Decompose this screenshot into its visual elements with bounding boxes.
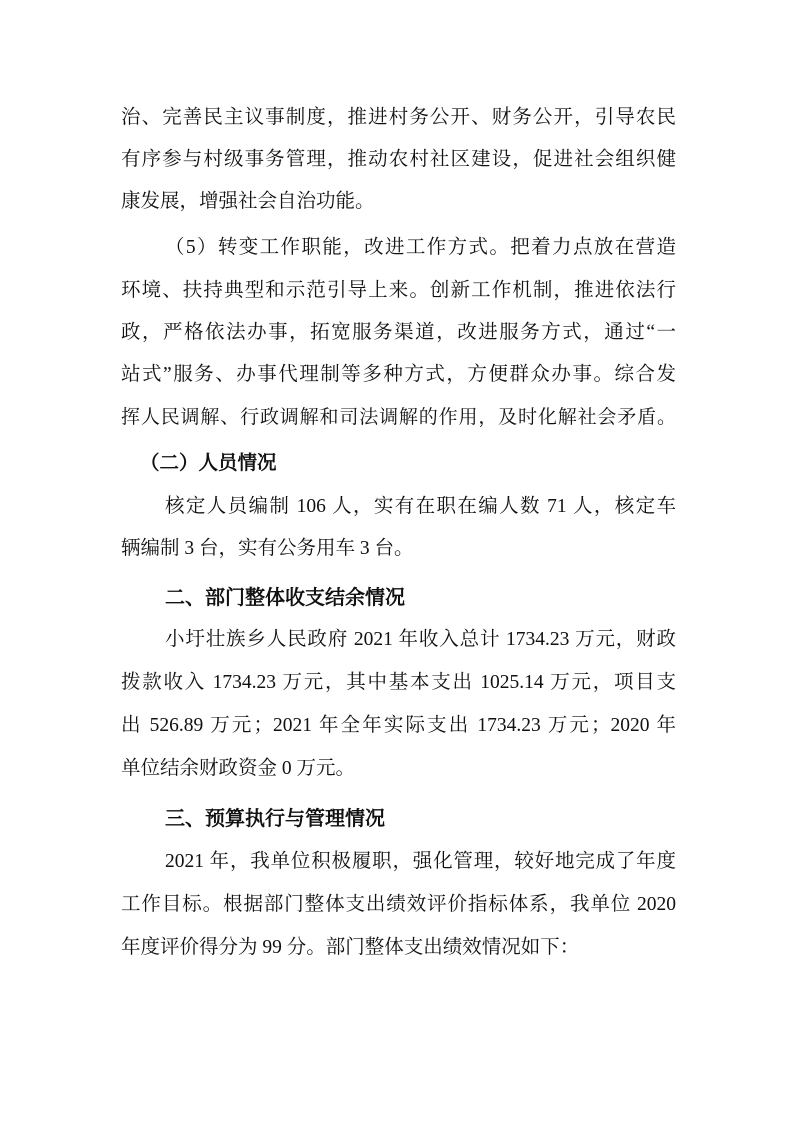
paragraph-line: 单位结余财政资金 0 万元。 [121,758,356,779]
paragraph-line: 挥人民调解、行政调解和司法调解的作用，及时化解社会矛盾。 [121,407,676,428]
paragraph-line: 出 526.89 万元；2021 年全年实际支出 1734.23 万元；2020 年 [121,715,676,736]
paragraph-line: 环境、扶持典型和示范引导上来。创新工作机制，推进依法行 [121,280,676,301]
paragraph-line: 辆编制 3 台，实有公务用车 3 台。 [121,538,414,559]
section-heading-income: 二、部门整体收支结余情况 [165,585,405,609]
section-heading-budget: 三、预算执行与管理情况 [165,806,385,830]
paragraph-line: （5）转变工作职能，改进工作方式。把着力点放在营造 [165,237,676,258]
paragraph-line: 站式”服务、办事代理制等多种方式，方便群众办事。综合发 [121,364,676,385]
paragraph-line: 有序参与村级事务管理，推动农村社区建设，促进社会组织健 [121,149,676,170]
paragraph-line: 政，严格依法办事，拓宽服务渠道，改进服务方式，通过“一 [121,322,676,343]
section-heading-staff: （二）人员情况 [140,453,277,474]
paragraph-line: 工作目标。根据部门整体支出绩效评价指标体系，我单位 2020 [121,894,676,915]
paragraph-line: 康发展，增强社会自治功能。 [121,191,375,212]
paragraph-line: 拨款收入 1734.23 万元，其中基本支出 1025.14 万元，项目支 [121,672,676,693]
paragraph-line: 年度评价得分为 99 分。部门整体支出绩效情况如下： [121,937,580,958]
paragraph-line: 治、完善民主议事制度，推进村务公开、财务公开，引导农民 [121,107,676,128]
paragraph-line: 小圩壮族乡人民政府 2021 年收入总计 1734.23 万元，财政 [165,629,676,650]
paragraph-line: 2021 年，我单位积极履职，强化管理，较好地完成了年度 [165,851,676,872]
paragraph-line: 核定人员编制 106 人，实有在职在编人数 71 人，核定车 [165,496,676,517]
